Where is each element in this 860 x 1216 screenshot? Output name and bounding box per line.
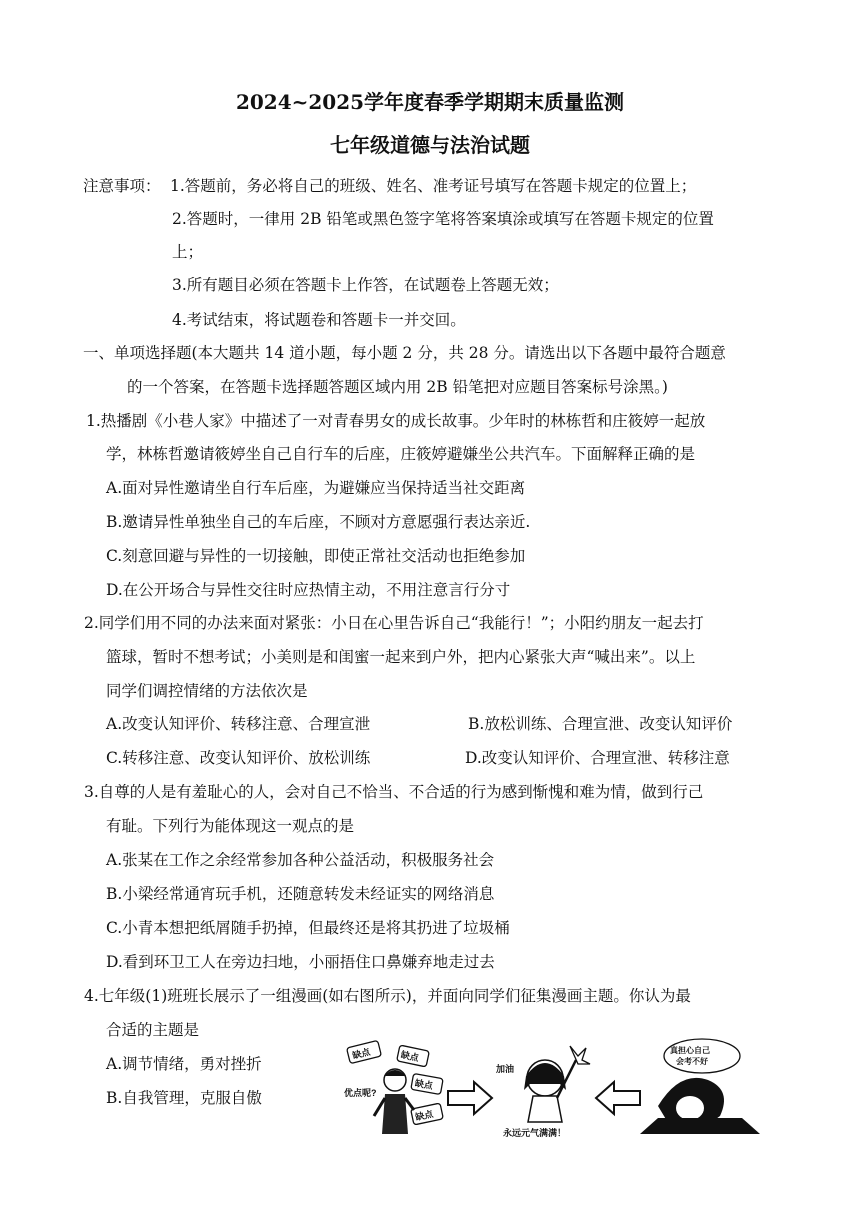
q3-option-d: D.看到环卫工人在旁边扫地，小丽捂住口鼻嫌弃地走过去: [106, 953, 495, 971]
q4-stem-cont: 合适的主题是: [106, 1021, 200, 1039]
cartoon-cheer: 加油: [496, 1064, 515, 1074]
q3-stem-cont: 有耻。下列行为能体现这一观点的是: [106, 817, 355, 835]
notice-label: 注意事项：: [83, 177, 161, 195]
cartoon-arrow-left: [596, 1082, 640, 1114]
cartoon-girl: [495, 1046, 590, 1138]
cartoon-boy: [344, 1040, 443, 1134]
q2-option-c: C.转移注意、改变认知评价、放松训练: [106, 749, 371, 767]
q4-option-a: A.调节情绪，勇对挫折: [106, 1055, 262, 1073]
q3-option-a: A.张某在工作之余经常参加各种公益活动，积极服务社会: [106, 851, 495, 869]
q3-option-b: B.小梁经常通宵玩手机，还随意转发未经证实的网络消息: [106, 885, 495, 903]
section-heading: 一、单项选择题(本大题共 14 道小题，每小题 2 分，共 28 分。请选出以下各题中最符合题意: [83, 344, 726, 362]
notice-item-3: 3.所有题目必须在答题卡上作答，在试题卷上答题无效；: [172, 276, 559, 294]
cartoon-tag-1: 缺点: [351, 1046, 372, 1061]
q1-option-b: B.邀请异性单独坐自己的车后座，不顾对方意愿强行表达亲近.: [106, 513, 531, 531]
cartoon-worry-line-1: 真担心自己: [670, 1046, 710, 1055]
cartoon-arrow-right: [448, 1082, 492, 1114]
q3-option-c: C.小青本想把纸屑随手扔掉，但最终还是将其扔进了垃圾桶: [106, 919, 510, 937]
q3-stem: 3.自尊的人是有羞耻心的人，会对自己不恰当、不合适的行为感到惭愧和难为情，做到行己: [84, 783, 704, 801]
q1-option-c: C.刻意回避与异性的一切接触，即使正常社交活动也拒绝参加: [106, 547, 526, 565]
cartoon-tag-4: 缺点: [414, 1108, 435, 1123]
q2-option-b: B.放松训练、合理宣泄、改变认知评价: [468, 715, 733, 733]
q1-stem: 1.热播剧《小巷人家》中描述了一对青春男女的成长故事。少年时的林栋哲和庄筱婷一起放: [86, 412, 706, 430]
cartoon-tag-3: 缺点: [414, 1077, 434, 1091]
q4-option-b: B.自我管理，克服自傲: [106, 1089, 262, 1107]
cartoon-illustration: [340, 1036, 780, 1146]
q1-option-a: A.面对异性邀请坐自行车后座，为避嫌应当保持适当社交距离: [106, 479, 526, 497]
exam-subtitle: 七年级道德与法治试题: [330, 133, 530, 157]
q2-stem: 2.同学们用不同的办法来面对紧张：小日在心里告诉自己“我能行！”；小阳约朋友一起去打: [84, 614, 704, 632]
q2-option-d: D.改变认知评价、合理宣泄、转移注意: [465, 749, 730, 767]
q2-option-a: A.改变认知评价、转移注意、合理宣泄: [106, 715, 371, 733]
q2-stem-cont2: 同学们调控情绪的方法依次是: [106, 682, 308, 700]
q1-option-d: D.在公开场合与异性交往时应热情主动，不用注意言行分寸: [106, 581, 511, 599]
cartoon-question: 优点呢?: [344, 1088, 377, 1098]
cartoon-worry-line-2: 会考不好: [676, 1057, 708, 1066]
section-heading-cont: 的一个答案，在答题卡选择题答题区域内用 2B 铅笔把对应题目答案标号涂黑。): [127, 378, 668, 396]
q1-stem-cont: 学，林栋哲邀请筱婷坐自己自行车的后座，庄筱婷避嫌坐公共汽车。下面解释正确的是: [106, 445, 696, 463]
cartoon-caption: 永远元气满满！: [503, 1128, 567, 1138]
q2-stem-cont1: 篮球，暂时不想考试；小美则是和闺蜜一起来到户外，把内心紧张大声“喊出来”。以上: [106, 648, 696, 666]
notice-item-4: 4.考试结束，将试题卷和答题卡一并交回。: [172, 311, 466, 329]
notice-item-1: 1.答题前，务必将自己的班级、姓名、准考证号填写在答题卡规定的位置上；: [170, 177, 697, 195]
cartoon-tag-2: 缺点: [400, 1049, 420, 1064]
notice-item-2: 2.答题时，一律用 2B 铅笔或黑色签字笔将答案填涂或填写在答题卡规定的位置: [172, 210, 714, 228]
notice-item-2-cont: 上；: [172, 243, 204, 261]
q4-stem: 4.七年级(1)班班长展示了一组漫画(如右图所示)，并面向同学们征集漫画主题。你认为最: [84, 987, 691, 1005]
cartoon-worried-girl: [640, 1039, 760, 1134]
exam-title: 2024~2025学年度春季学期期末质量监测: [235, 90, 625, 114]
